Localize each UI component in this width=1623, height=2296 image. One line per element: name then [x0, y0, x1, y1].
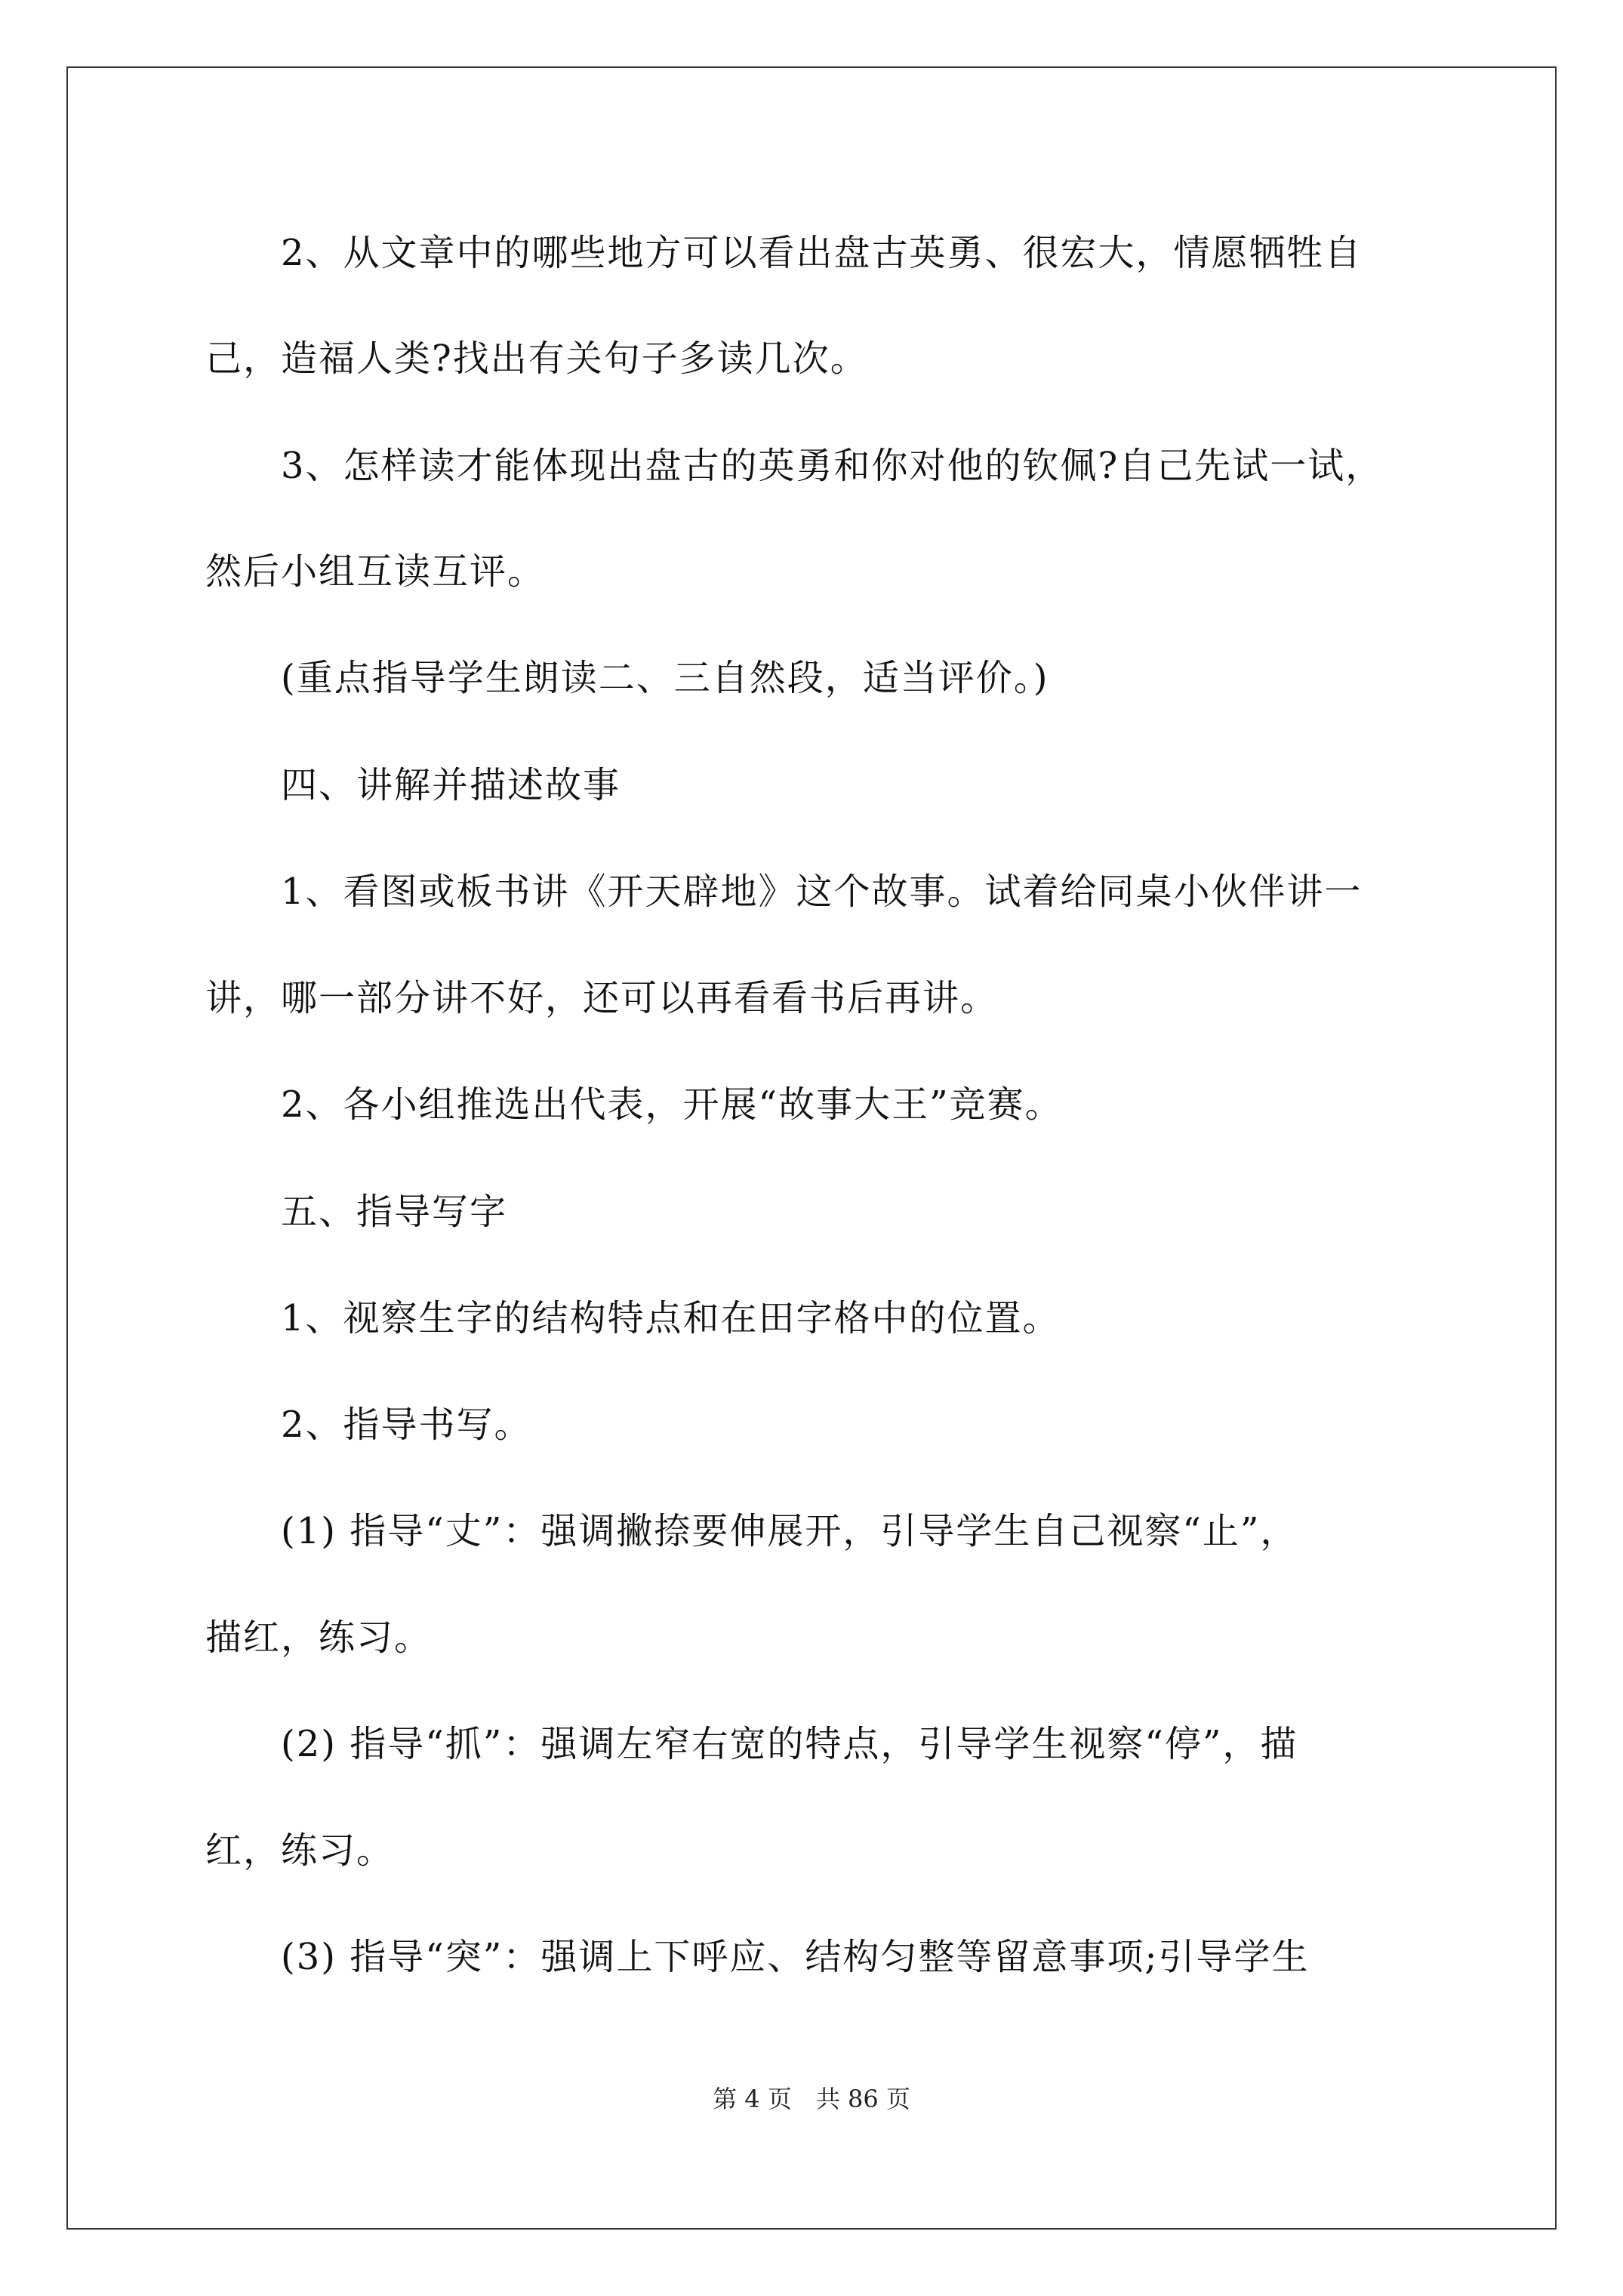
- page-border: [66, 66, 1557, 2230]
- paragraph-line: (1) 指导“丈”：强调撇捺要伸展开，引导学生自己视察“止”，: [281, 1510, 1298, 1552]
- paragraph-line: 2、从文章中的哪些地方可以看出盘古英勇、很宏大，情愿牺牲自: [281, 232, 1363, 274]
- paragraph-line: 1、看图或板书讲《开天辟地》这个故事。试着给同桌小伙伴讲一: [281, 871, 1363, 913]
- paragraph-line: 3、怎样读才能体现出盘古的英勇和你对他的钦佩?自己先试一试，: [281, 445, 1384, 487]
- paragraph-line: (重点指导学生朗读二、三自然段，适当评价。): [281, 657, 1049, 699]
- page-number-footer: 第 4 页 共 86 页: [713, 2085, 910, 2113]
- section-heading: 五、指导写字: [281, 1191, 508, 1233]
- paragraph-line: 2、各小组推选出代表，开展“故事大王”竞赛。: [281, 1083, 1063, 1126]
- paragraph-line: (3) 指导“突”：强调上下呼应、结构匀整等留意事项;引导学生: [281, 1936, 1310, 1978]
- paragraph-line: (2) 指导“抓”：强调左窄右宽的特点，引导学生视察“停”，描: [281, 1723, 1298, 1765]
- paragraph-line: 红，练习。: [205, 1829, 395, 1872]
- paragraph-line: 己，造福人类?找出有关句子多读几次。: [205, 337, 868, 380]
- paragraph-line: 讲，哪一部分讲不好，还可以再看看书后再讲。: [205, 977, 999, 1019]
- section-heading: 四、讲解并描述故事: [281, 764, 621, 806]
- paragraph-line: 描红，练习。: [205, 1616, 433, 1659]
- paragraph-line: 1、视察生字的结构特点和在田字格中的位置。: [281, 1297, 1061, 1339]
- paragraph-line: 然后小组互读互评。: [205, 550, 546, 593]
- paragraph-line: 2、指导书写。: [281, 1404, 532, 1446]
